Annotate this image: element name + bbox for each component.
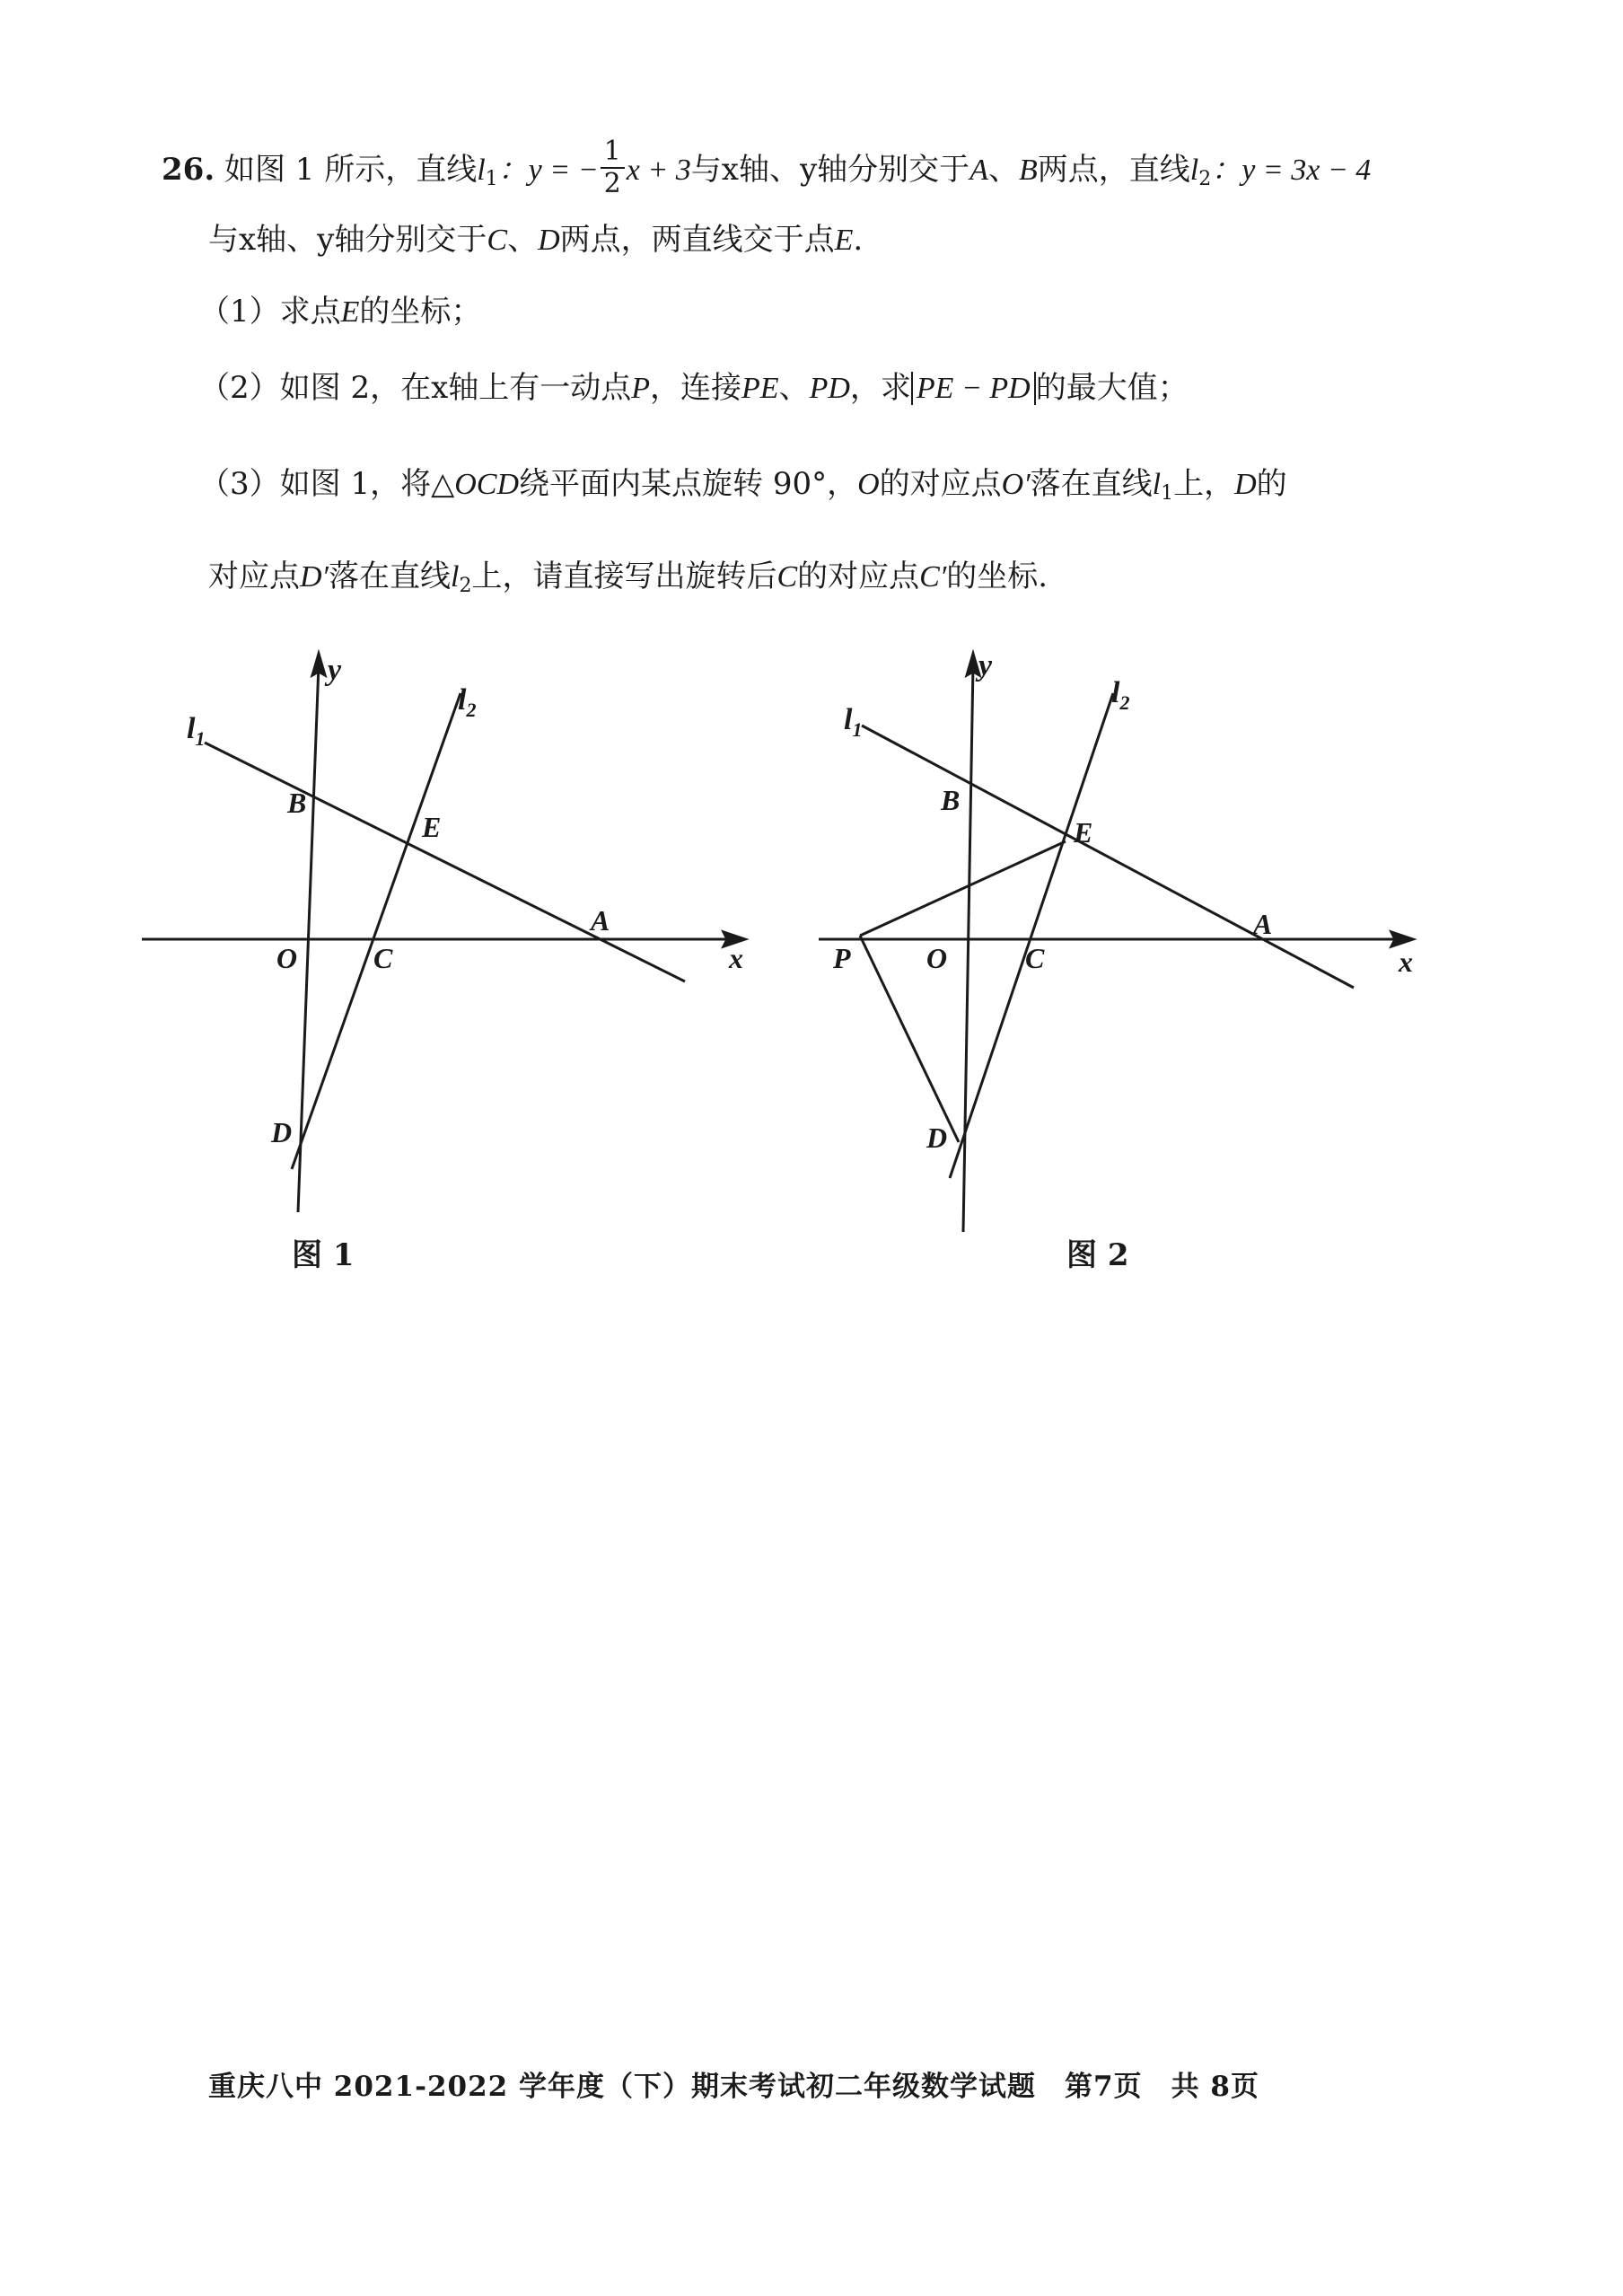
- fig2-y-arrow: [967, 654, 979, 675]
- fig2-label-P: P: [833, 942, 851, 974]
- l2-sub: 2: [1198, 168, 1212, 190]
- part3-e: 上，: [1173, 466, 1235, 502]
- part3-line2-c: 上，请直接写出旋转后: [471, 559, 777, 594]
- part1-rest: 的坐标；: [359, 294, 482, 330]
- part3-label: （3）如图 1，将△: [199, 466, 455, 502]
- fig2-label-B: B: [941, 784, 961, 816]
- part3-D: D: [1234, 468, 1257, 501]
- intro-text-a: 如图 1 所示，直线: [224, 152, 478, 188]
- part3-O: O: [857, 468, 880, 501]
- part3-c: 的对应点: [879, 466, 1002, 502]
- fig1-label-O: O: [276, 942, 298, 974]
- fig2-label-l2: $l_2$: [1111, 676, 1130, 714]
- fig1-line-l2: [292, 693, 461, 1169]
- part3-l2-sub: 2: [459, 575, 472, 597]
- part3-Dprime: D′: [300, 560, 329, 594]
- part3-line2-b: 落在直线: [329, 559, 451, 594]
- part2-c: ，求: [849, 370, 911, 406]
- part3-l: l: [1152, 468, 1162, 501]
- part3-b: 绕平面内某点旋转 90°，: [519, 466, 858, 502]
- fig1-label-D: D: [271, 1116, 293, 1148]
- fig2-label-O: O: [926, 942, 948, 974]
- figure-1-caption: 图 1: [292, 1237, 355, 1273]
- part2-sep: 、: [778, 370, 810, 406]
- part3-Oprime: O′: [1001, 468, 1031, 501]
- fig2-x-arrow: [1391, 932, 1413, 946]
- frac-num: 1: [601, 138, 625, 169]
- line2-period: .: [853, 222, 864, 258]
- fig2-label-E: E: [1074, 816, 1093, 849]
- figure-2-caption: 图 2: [1066, 1237, 1129, 1273]
- fig1-label-y: y: [328, 654, 342, 687]
- line2-text-a: 与x轴、y轴分别交于: [208, 222, 487, 258]
- part2-abs: PE − PD: [911, 372, 1036, 405]
- fig2-label-l1: $l_1$: [844, 703, 863, 741]
- part2-b: ，连接: [650, 370, 742, 406]
- point-B: B: [1018, 154, 1038, 187]
- part2-d: 的最大值；: [1035, 370, 1189, 406]
- frac-den: 2: [603, 168, 621, 199]
- part3-d: 落在直线: [1030, 466, 1153, 502]
- part2-PD: PD: [809, 372, 850, 405]
- fig1-label-A: A: [591, 904, 610, 937]
- fig2-label-C: C: [1025, 942, 1045, 974]
- part3-line2-a: 对应点: [208, 559, 300, 594]
- part3-line2-e: 的坐标.: [946, 559, 1048, 594]
- part1-E: E: [340, 295, 360, 329]
- part2-PE: PE: [741, 372, 779, 405]
- part3-Cprime: C′: [919, 560, 947, 594]
- part3-l2: l: [451, 560, 460, 594]
- sep-1: 、: [987, 152, 1019, 188]
- fig2-line-l2: [950, 693, 1113, 1178]
- fig1-label-l1: $l_1$: [187, 712, 206, 750]
- part2-P: P: [631, 372, 651, 405]
- fig1-y-arrow: [312, 654, 325, 675]
- point-D: D: [538, 224, 560, 257]
- part3-line2-d: 的对应点: [797, 559, 920, 594]
- l1-eq-end: x + 3: [626, 154, 691, 187]
- part1-label: （1）求点: [199, 294, 341, 330]
- fig2-label-A: A: [1253, 908, 1273, 940]
- point-C: C: [487, 224, 508, 257]
- l2-eq: ：y = 3x − 4: [1211, 154, 1372, 187]
- intro-text-c: 两点，直线: [1037, 152, 1190, 188]
- part3-f: 的: [1256, 466, 1287, 502]
- fig1-label-l2: $l_2$: [458, 683, 477, 721]
- fig2-segment-PE: [860, 841, 1066, 936]
- l1-letter: l: [477, 154, 486, 187]
- point-A: A: [969, 154, 988, 187]
- fig2-label-x: x: [1399, 946, 1413, 978]
- part3-l-sub: 1: [1161, 482, 1174, 505]
- part2-label: （2）如图 2，在x轴上有一动点: [199, 370, 632, 406]
- line2-text-b: 两点，两直线交于点: [559, 222, 835, 258]
- fig2-label-y: y: [978, 649, 993, 682]
- point-E: E: [834, 224, 854, 257]
- fig1-label-E: E: [422, 811, 442, 843]
- l1-eq-start: ：y = −: [497, 154, 599, 187]
- fig1-label-B: B: [287, 787, 307, 819]
- fig2-y-axis: [963, 664, 973, 1232]
- page-footer: 重庆八中 2021-2022 学年度（下）期末考试初二年级数学试题 第7页 共 8页: [208, 2071, 1259, 2103]
- l2-letter: l: [1189, 154, 1199, 187]
- intro-text-b: 与x轴、y轴分别交于: [690, 152, 970, 188]
- question-number: 26.: [162, 152, 215, 188]
- l1-sub: 1: [485, 168, 498, 190]
- fig2-label-D: D: [926, 1122, 948, 1154]
- fig1-label-C: C: [373, 942, 393, 974]
- part3-OCD: OCD: [454, 468, 520, 501]
- part3-C: C: [776, 560, 798, 594]
- fig1-label-x: x: [729, 942, 743, 974]
- sep-2: 、: [507, 222, 539, 258]
